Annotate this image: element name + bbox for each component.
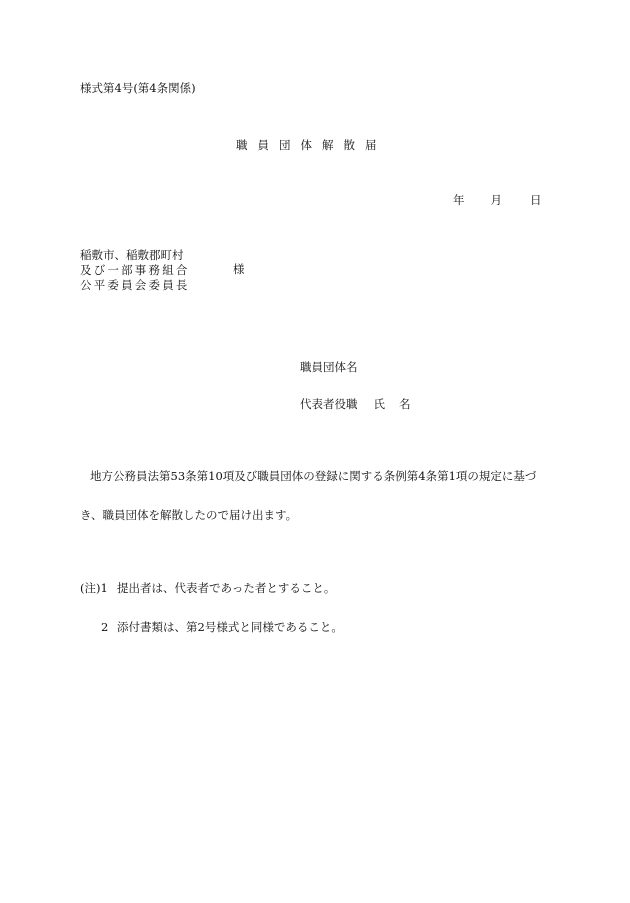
date-year-unit: 年	[453, 193, 465, 207]
addressee-line-3: 公平委員会委員長	[80, 278, 190, 292]
rep-title-label: 代表者役職	[300, 397, 358, 411]
rep-name-label-2: 名	[399, 397, 411, 411]
addressee-line-2: 及び一部事務組合	[80, 263, 190, 277]
date-month-unit: 月	[490, 193, 502, 207]
document-title: 職員団体解散届	[236, 138, 387, 152]
representative-line	[300, 399, 411, 411]
date-line	[453, 195, 542, 207]
addressee-line-1: 稲敷市、稲敷郡町村	[80, 248, 184, 262]
date-day-unit: 日	[530, 193, 542, 207]
note-2-text: 添付書類は、第2号様式と同様であること。	[117, 620, 343, 634]
body-text-line-1: 地方公務員法第53条第10項及び職員団体の登録に関する条例第4条第1項の規定に基づ	[90, 469, 537, 483]
note-prefix: (注)1	[80, 581, 108, 595]
org-name-label: 職員団体名	[300, 360, 358, 374]
note-1-text: 提出者は、代表者であった者とすること。	[117, 581, 336, 595]
note-1	[80, 583, 335, 595]
addressee-block	[80, 248, 190, 293]
note-2-number: 2	[101, 620, 109, 634]
rep-name-label-1: 氏	[373, 397, 385, 411]
addressee-honorific: 様	[233, 262, 245, 276]
body-text-line-2: き、職員団体を解散したので届け出ます。	[80, 508, 298, 522]
note-2	[101, 622, 343, 634]
form-number: 様式第4号(第4条関係)	[80, 81, 196, 95]
